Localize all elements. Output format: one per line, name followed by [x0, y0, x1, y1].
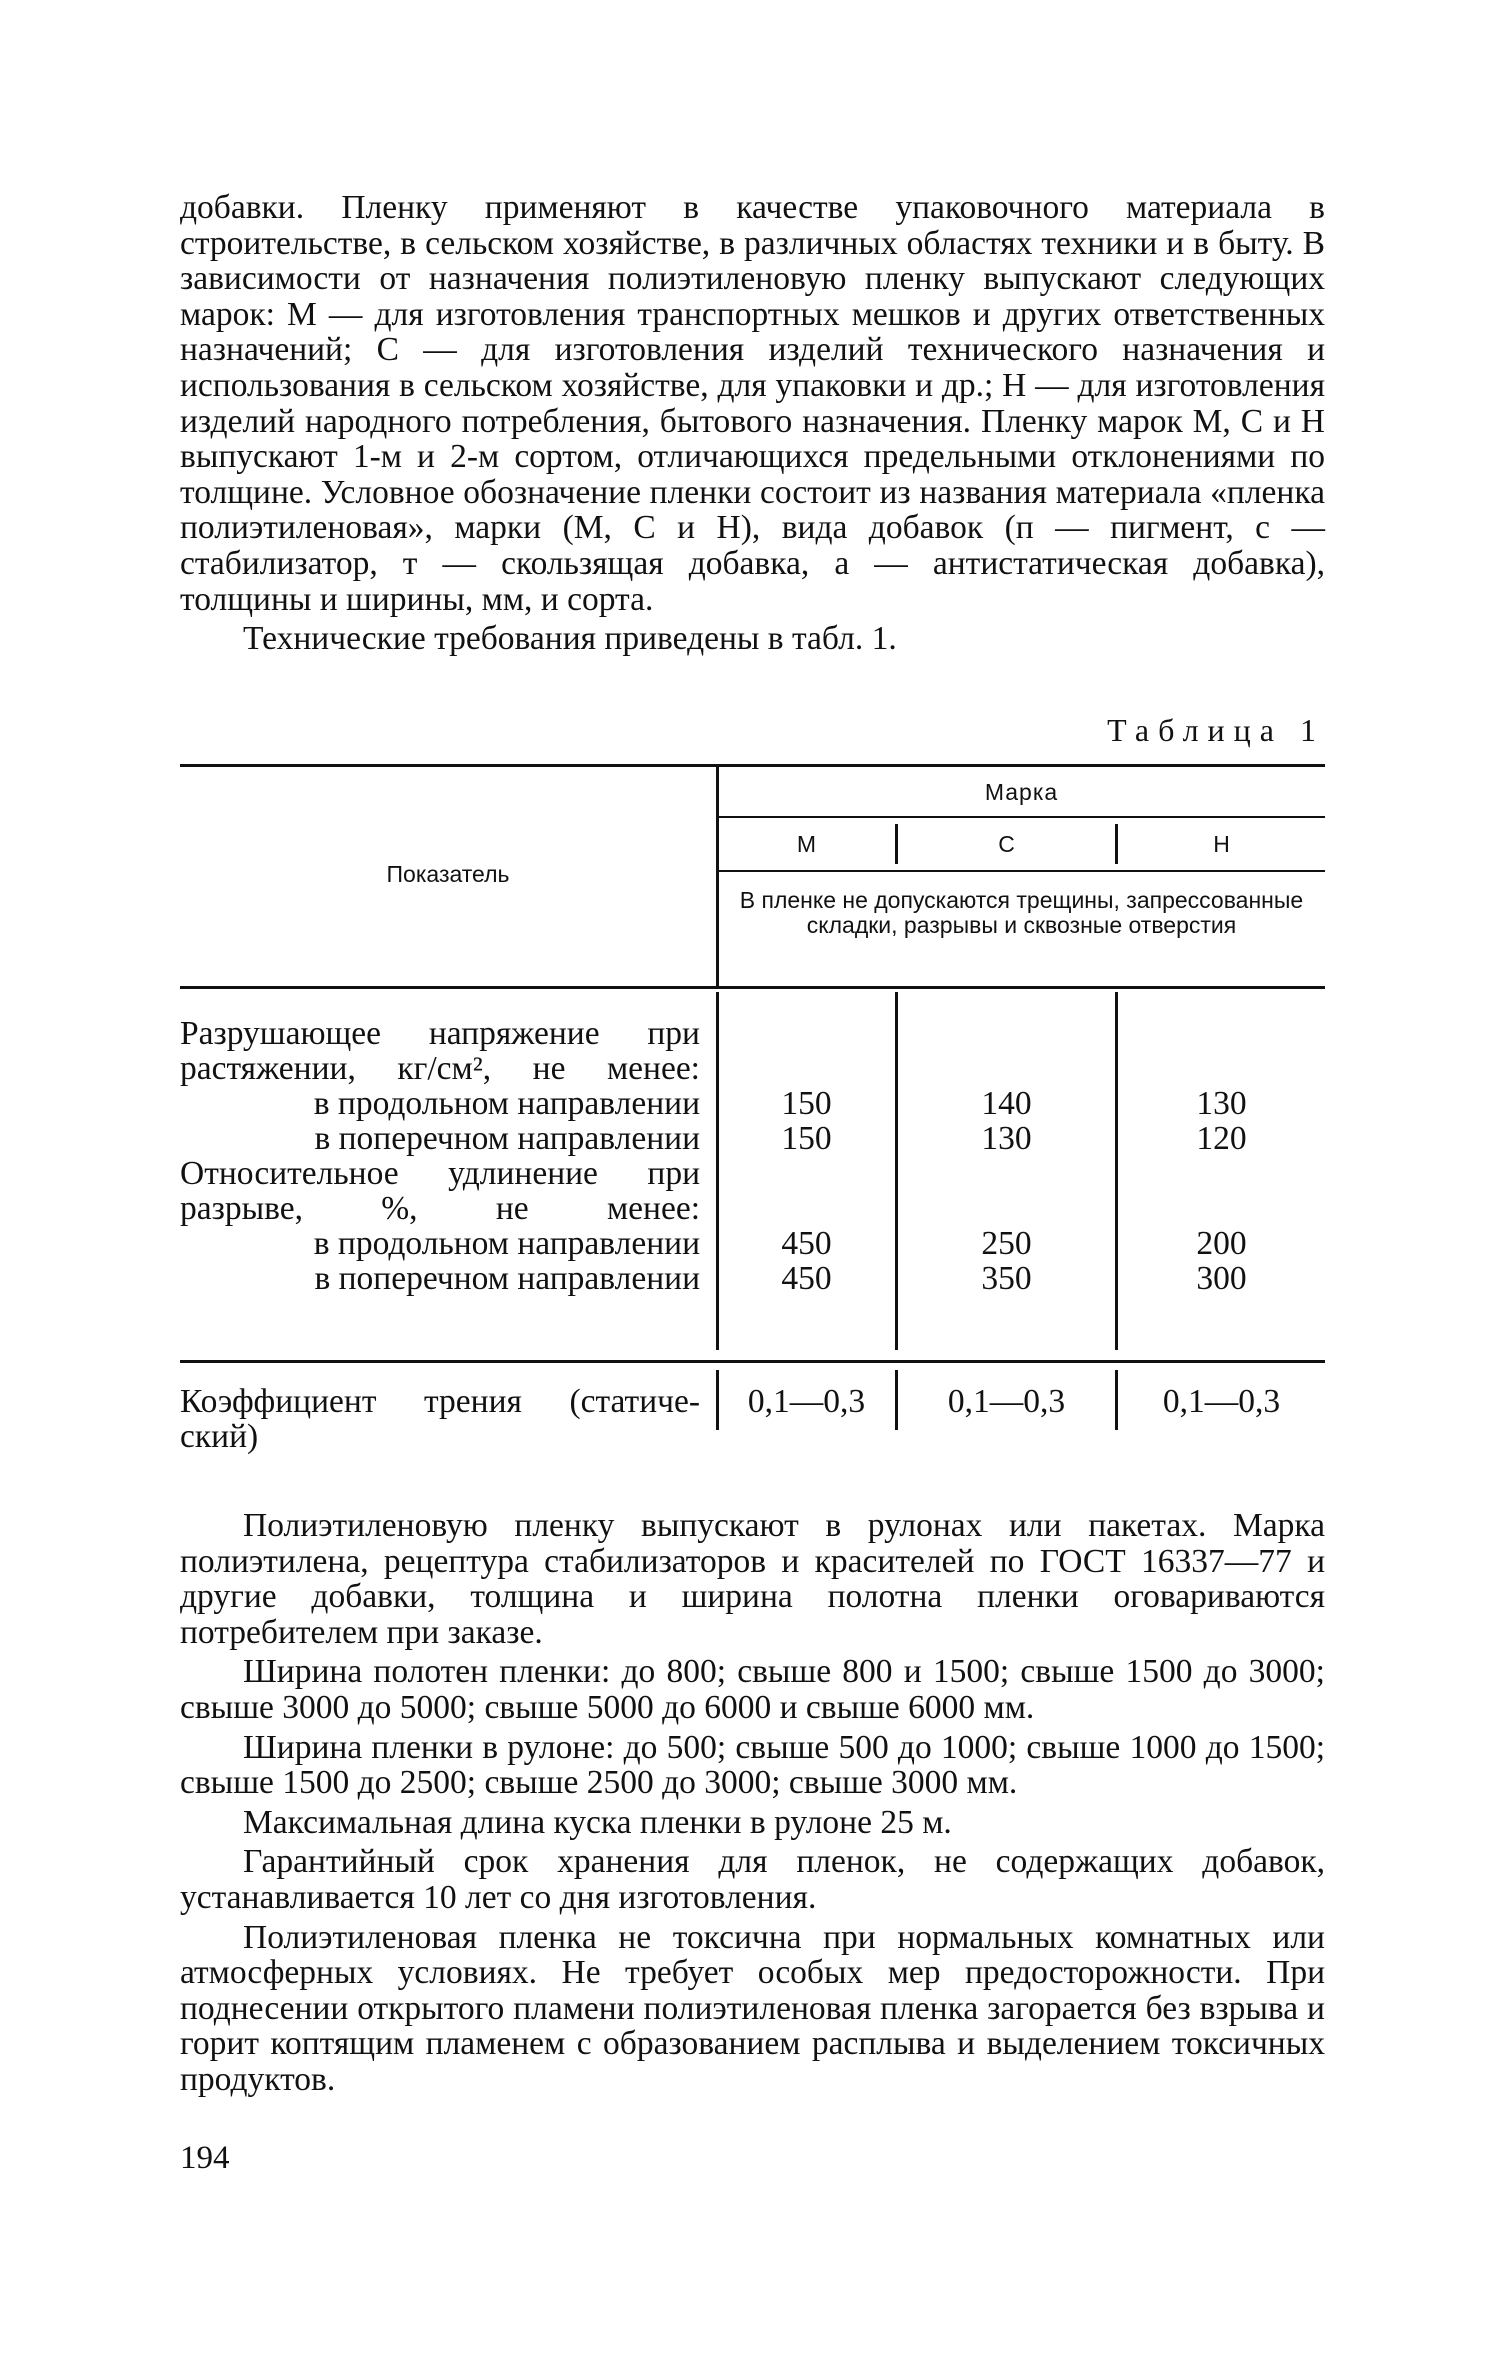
table-cell-value: 300 [1196, 1260, 1247, 1297]
header-grade-m: М [796, 831, 817, 857]
paragraph-web-width: Ширина полотен пленки: до 800; свыше 800 и 1500; свыше 1500 до 3000; свыше 3000 до 5000; свыше 5000 до 6000 и свыше 6000 мм. [180, 1653, 1325, 1726]
table-row-label: в продольном направлении [313, 1225, 700, 1262]
header-bottom-rule [180, 986, 1325, 989]
paragraph-table-ref: Технические требования приведены в табл. 1. [243, 620, 897, 658]
page-number: 194 [180, 2140, 230, 2176]
table-cell-value: 450 [781, 1225, 832, 1262]
paragraph-intro: добавки. Пленку применяют в качестве упаковочного материала в строительстве, в сельском хозяйстве, в различных областях техники и в быту. В зависимости от назначения полиэтиленовую пленку выпускают следующих марок: М — для изготовления транспортных мешков и других ответственных назначений; С — для изготовления изделий технического назначения и использования в сельском хозяйстве, для упаковки и др.; Н — для изготовления изделий народного потребления, бытового назначения. Пленку марок М, С и Н выпускают 1-м и 2-м сортом, отличающихся предельными отклонениями по толщине. Условное обозначение пленки состоит из названия материала «пленка полиэтиленовая», марки (М, С и Н), вида добавок (п — пигмент, с — стабилизатор, т — скользящая добавка, а — антистатическая добавка), толщины и ширины, мм, и сорта. [180, 189, 1325, 618]
table-caption: Таблица 1 [1107, 712, 1325, 748]
friction-label-line2: ский) [180, 1418, 259, 1455]
friction-label [180, 1384, 700, 1454]
table-cell-value: 130 [1196, 1085, 1247, 1122]
header-grade: Марка [984, 779, 1059, 805]
table-cell-value: 350 [981, 1260, 1032, 1297]
body-divider-1 [716, 992, 719, 1350]
table-cell-value: 130 [981, 1120, 1032, 1157]
table-cell-value: 150 [781, 1120, 832, 1157]
table-cell-value: 200 [1196, 1225, 1247, 1262]
header-note: В пленке не допускаются трещины, запрессованные складки, разрывы и сквозные отверстия [739, 887, 1304, 938]
table-row-label: разрыве, %, не менее: [180, 1190, 700, 1227]
bottom-text-block [180, 1508, 1325, 2098]
top-text-block [180, 190, 1325, 657]
header-grade-c: С [998, 831, 1015, 857]
friction-value-c: 0,1—0,3 [947, 1383, 1066, 1420]
table-cell-value: 450 [781, 1260, 832, 1297]
friction-rule [180, 1360, 1325, 1363]
header-grade-h: Н [1213, 831, 1230, 857]
body-divider-3 [1115, 992, 1118, 1350]
table-top-rule [180, 764, 1325, 767]
body-divider-2 [895, 992, 898, 1350]
table-cell-value: 150 [781, 1085, 832, 1122]
table-row-label: в продольном направлении [313, 1085, 700, 1122]
table-block [180, 712, 1325, 1472]
paragraph-toxicity: Полиэтиленовая пленка не токсична при нормальных комнатных или атмосферных условиях. Не требует особых мер предосторожности. При поднесении открытого пламени полиэтиленовая пленка загорается без взрыва и горит коптящим пламенем с образованием расплыва и выделением токсичных продуктов. [180, 1918, 1325, 2098]
table-row-label: в поперечном направлении [314, 1260, 700, 1297]
table-row-label: растяжении, кг/см², не менее: [180, 1050, 700, 1087]
grade-rule [718, 816, 1325, 818]
table-cell-value: 140 [981, 1085, 1032, 1122]
friction-value-h: 0,1—0,3 [1162, 1383, 1281, 1420]
paragraph-packaging: Полиэтиленовую пленку выпускают в рулонах или пакетах. Марка полиэтилена, рецептура стабилизаторов и красителей по ГОСТ 16337—77 и другие добавки, толщина и ширина полотна пленки оговариваются потребителем при заказе. [180, 1507, 1325, 1651]
paragraph-max-length: Максимальная длина куска пленки в рулоне 25 м. [243, 1803, 952, 1841]
table-cell-value: 120 [1196, 1120, 1247, 1157]
paragraph-roll-width: Ширина пленки в рулоне: до 500; свыше 500 до 1000; свыше 1000 до 1500; свыше 1500 до 2500; свыше 2500 до 3000; свыше 3000 мм. [180, 1728, 1325, 1802]
table-row-label: Относительное удлинение при [180, 1155, 700, 1192]
grades-rule [718, 870, 1325, 872]
table-cell-value: 250 [981, 1225, 1032, 1262]
table-row-label: Разрушающее напряжение при [180, 1015, 700, 1052]
data-table [180, 764, 1325, 1464]
friction-label-line1: Коэффициент трения (статиче- [180, 1383, 700, 1420]
table-row-label: в поперечном направлении [314, 1120, 700, 1157]
friction-value-m: 0,1—0,3 [747, 1383, 866, 1420]
paragraph-storage: Гарантийный срок хранения для пленок, не содержащих добавок, устанавливается 10 лет со дня изготовления. [180, 1843, 1325, 1916]
header-indicator: Показатель [386, 861, 510, 887]
